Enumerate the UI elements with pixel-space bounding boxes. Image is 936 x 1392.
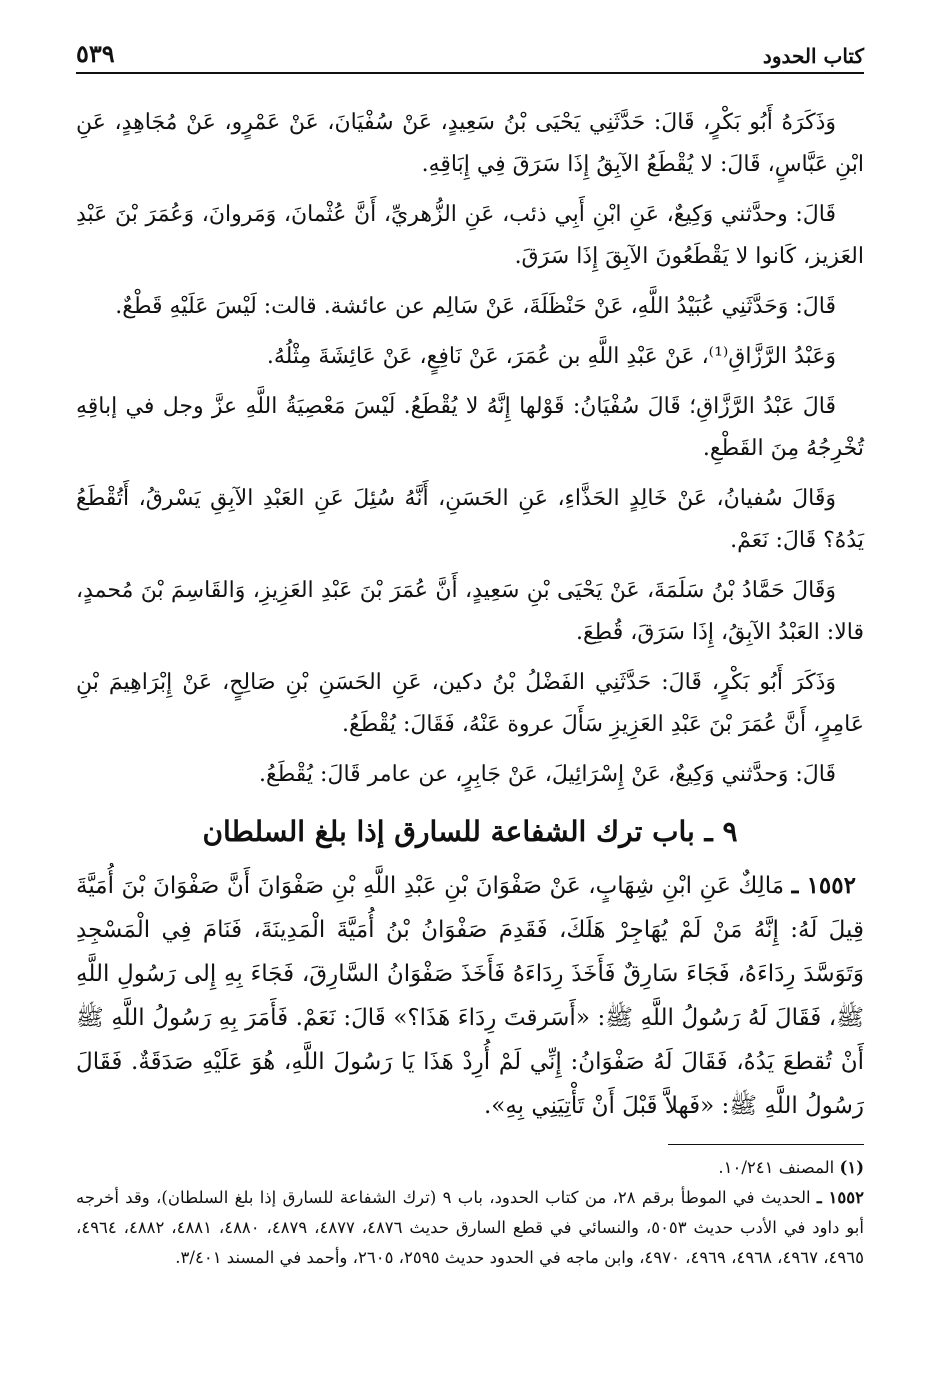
- paragraph: وَذَكَرَ أَبُو بَكْرٍ، قَالَ: حَدَّثَنِي الفَضْلُ بْنُ دكين، عَنِ الحَسَنِ بْنِ صَالِحٍ، عَنْ إِبْرَاهِيمَ بْنِ عَامِرٍ، أَنَّ عُمَرَ بْنَ عَبْدِ العَزِيزِ سَأَلَ عروة عَنْهُ، فَقَالَ: يُقْطَعُ.: [76, 670, 864, 737]
- paragraph: قَالَ: وَحدَّثني وَكِيعٌ، عَنْ إِسْرَائِيلَ، عَنْ جَابِرٍ، عن عامر قَالَ: يُقْطَعُ.: [259, 762, 836, 787]
- hadith-number: ١٥٥٢ ـ: [791, 872, 856, 899]
- page-header: [76, 34, 864, 74]
- paragraph: قَالَ عَبْدُ الرَّزَّاقِ؛ قَالَ سُفْيَانُ: قَوْلها إِنَّهُ لا يُقْطَعُ. لَيْسَ مَعْصِيَةُ اللَّهِ عزَّ وجل في إباقِهِ تُخْرِجُهُ مِنَ القَطْعِ.: [76, 394, 864, 461]
- page-number: ٥٣٩: [76, 39, 115, 68]
- paragraph: قَالَ: وحدَّثني وَكِيعٌ، عَنِ ابْنِ أَبِي ذئب، عَنِ الزُّهريِّ، أَنَّ عُثْمانَ، وَمَروانَ، وَعُمَرَ بْنَ عَبْدِ العَزيز، كَانوا لا يَقْطَعُونَ الآبِقَ إِذَا سَرَقَ.: [76, 202, 864, 269]
- footnote-number: ١٥٥٢ ـ: [816, 1188, 864, 1207]
- footnote-number: (١): [839, 1158, 864, 1177]
- paragraph: وَذَكَرَهُ أَبُو بَكْرٍ، قَالَ: حَدَّثَنِي يَحْيَى بْنُ سَعِيدٍ، عَنْ سُفْيَانَ، عَنْ عَمْرٍو، عَنْ مُجَاهِدٍ، عَنِ ابْنِ عَبَّاسٍ، قَالَ: لا يُقْطَعُ الآبِقُ إِذَا سَرَقَ فِي إِبَاقِهِ.: [76, 110, 864, 177]
- footnote: [76, 1183, 864, 1273]
- footnote-text: الحديث في الموطأ برقم ٢٨، من كتاب الحدود، باب ٩ (ترك الشفاعة للسارق إذا بلغ السلطان)، وقد أخرجه أبو داود في الأدب حديث ٥٠٥٣، والنسائي في قطع السارق حديث ٤٨٧٦، ٤٨٧٧، ٤٨٧٩، ٤٨٨٠، ٤٨٨١، ٤٨٨٢، ٤٩٦٤، ٤٩٦٥، ٤٩٦٧، ٤٩٦٨، ٤٩٦٩، ٤٩٧٠، وابن ماجه في الحدود حديث ٢٥٩٥، ٢٦٠٥، وأحمد في المسند ٣/٤٠١.: [76, 1188, 864, 1267]
- hadith-text: مَالِكٌ عَنِ ابْنِ شِهَابٍ، عَنْ صَفْوَانَ بْنِ عَبْدِ اللَّهِ بْنِ صَفْوَانَ أَنَّ صَفْوَانَ بْنَ أُمَيَّةَ قِيلَ لَهُ: إِنَّهُ مَنْ لَمْ يُهَاجِرْ هَلَكَ، فَقَدِمَ صَفْوَانُ بْنُ أُمَيَّةَ الْمَدِينَةَ، فَنَامَ فِي الْمَسْجِدِ وَتَوَسَّدَ رِدَاءَهُ، فَجَاءَ سَارِقٌ فَأَخَذَ رِدَاءَهُ فَأَخَذَ صَفْوَانُ السَّارِقَ، فَجَاءَ بِهِ إِلى رَسُولِ اللَّهِ ﷺ، فَقَالَ لَهُ رَسُولُ اللَّهِ ﷺ: «أَسَرقتَ رِدَاءَ هَذَا؟» قَالَ: نَعَمْ. فَأَمَرَ بِهِ رَسُولُ اللَّهِ ﷺ أَنْ تُقطعَ يَدُهُ، فَقَالَ لَهُ صَفْوَانُ: إِنِّي لَمْ أُرِدْ هَذَا يَا رَسُولَ اللَّهِ، هُوَ عَلَيْهِ صَدَقَةٌ. فَقَالَ رَسُولُ اللَّهِ ﷺ: «فَهلاَّ قَبْلَ أَنْ تَأْتِيَنِي بِهِ».: [76, 873, 864, 1119]
- main-text: [76, 102, 864, 796]
- footnotes: [76, 1153, 864, 1273]
- footnote: [76, 1153, 864, 1183]
- paragraph: وَعَبْدُ الرَّزَّاقِ⁽¹⁾، عَنْ عَبْدِ اللَّهِ بن عُمَرَ، عَنْ نَافِعٍ، عَنْ عَائِشَةَ مِثْلُهُ.: [266, 344, 836, 369]
- chapter-title: ٩ ـ باب ترك الشفاعة للسارق إذا بلغ السلطان: [202, 815, 738, 848]
- paragraph: وَقَالَ سُفيانُ، عَنْ خَالِدٍ الحَذَّاءِ، عَنِ الحَسَنِ، أَنَّهُ سُئِلَ عَنِ العَبْدِ الآبِقِ يَسْرقُ، أَتُقْطَعُ يَدُهُ؟ قَالَ: نَعَمْ.: [76, 486, 864, 553]
- paragraph: وَقَالَ حَمَّادُ بْنُ سَلَمَةَ، عَنْ يَحْيَى بْنِ سَعِيدٍ، أَنَّ عُمَرَ بْنَ عَبْدِ العَزِيزِ، وَالقَاسِمَ بْنَ مُحمدٍ، قالا: العَبْدُ الآبِقُ، إِذَا سَرَقَ، قُطِعَ.: [76, 578, 864, 645]
- book-title: كتاب الحدود: [762, 44, 864, 68]
- footnote-text: المصنف ١٠/٢٤١.: [718, 1158, 835, 1177]
- paragraph: قَالَ: وَحَدَّثَنِي عُبَيْدُ اللَّهِ، عَنْ حَنْظَلَةَ، عَنْ سَالِم عن عائشة. قالت: لَيْسَ عَلَيْهِ قَطْعٌ.: [115, 294, 836, 319]
- footnote-divider: [668, 1144, 864, 1145]
- hadith-paragraph: [76, 864, 864, 1128]
